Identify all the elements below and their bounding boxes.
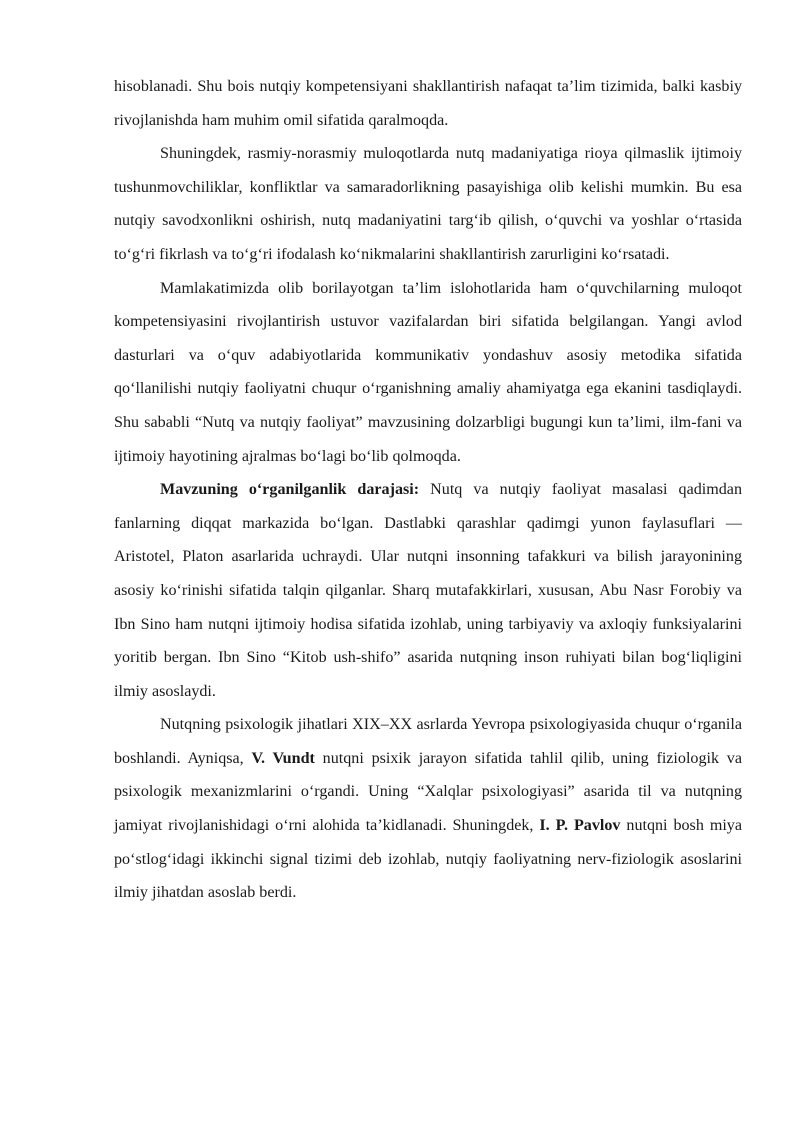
paragraph-2 (114, 137, 742, 271)
paragraph-3 (114, 272, 742, 474)
paragraph-4-text: Nutq va nutqiy faoliyat masalasi qadimdan fanlarning diqqat markazida bo‘lgan. Dastlabki qarashlar qadimgi yunon faylasuflari — Aristotel, Platon asarlarida uchraydi. Ular nutqni insonning tafakkuri va bilish jarayonining asosiy ko‘rinishi sifatida talqin qilganlar. Sharq mutafakkirlari, xususan, Abu Nasr Forobiy va Ibn Sino ham nutqni ijtimoiy hodisa sifatida izohlab, uning tarbiyaviy va axloqiy funksiyalarini yoritib bergan. Ibn Sino “Kitob ush-shifo” asarida nutqning inson ruhiyati bilan bog‘liqligini ilmiy asoslaydi. (114, 481, 742, 700)
paragraph-3-text: Mamlakatimizda olib borilayotgan ta’lim islohotlarida ham o‘quvchilarning muloqot kompetensiyasini rivojlantirish ustuvor vazifalardan biri sifatida belgilangan. Yangi avlod dasturlari va o‘quv adabiyotlarida kommunikativ yondashuv asosiy metodika sifatida qo‘llanilishi nutqiy faoliyatni chuqur o‘rganishning amaliy ahamiyatga ega ekanini tasdiqlaydi. Shu sababli “Nutq va nutqiy faoliyat” mavzusining dolzarbligi bugungi kun ta’limi, ilm-fani va ijtimoiy hayotining ajralmas bo‘lagi bo‘lib qolmoqda. (114, 279, 742, 465)
document-page (114, 70, 742, 910)
paragraph-2-text: Shuningdek, rasmiy-norasmiy muloqotlarda nutq madaniyatiga rioya qilmaslik ijtimoiy tushunmovchiliklar, konfliktlar va samaradorlikning pasayishiga olib kelishi mumkin. Bu esa nutqiy savodxonlikni oshirish, nutq madaniyatini targ‘ib qilish, o‘quvchi va yoshlar o‘rtasida to‘g‘ri fikrlash va to‘g‘ri ifodalash ko‘nikmalarini shakllantirish zarurligini ko‘rsatadi. (114, 145, 742, 263)
person-name-pavlov: I. P. Pavlov (539, 817, 621, 835)
paragraph-5-text-c: nutqni bosh miya po‘stlog‘idagi ikkinchi signal tizimi deb izohlab, nutqiy faoliyatning nerv-fiziologik asoslarini ilmiy jihatdan asoslab berdi. (114, 817, 742, 902)
paragraph-4 (114, 473, 742, 708)
paragraph-5-text-b: nutqni psixik jarayon sifatida tahlil qilib, uning fiziologik va psixologik mexanizmlarini o‘rgandi. Uning “Xalqlar psixologiyasi” asarida til va nutqning jamiyat rivojlanishidagi o‘rni alohida ta’kidlanadi. Shuningdek, (114, 749, 742, 835)
paragraph-5-text-a: Nutqning psixologik jihatlari XIX–XX asrlarda Yevropa psixologiyasida chuqur o‘rganila boshlandi. Ayniqsa, (114, 716, 742, 767)
paragraph-1-text: hisoblanadi. Shu bois nutqiy kompetensiyani shakllantirish nafaqat ta’lim tizimida, balki kasbiy rivojlanishda ham muhim omil sifatida qaralmoqda. (114, 78, 742, 129)
section-heading-inline: Mavzuning o‘rganilganlik darajasi: (160, 481, 420, 499)
paragraph-1 (114, 70, 742, 137)
paragraph-5 (114, 708, 742, 910)
person-name-vundt: V. Vundt (251, 749, 315, 767)
